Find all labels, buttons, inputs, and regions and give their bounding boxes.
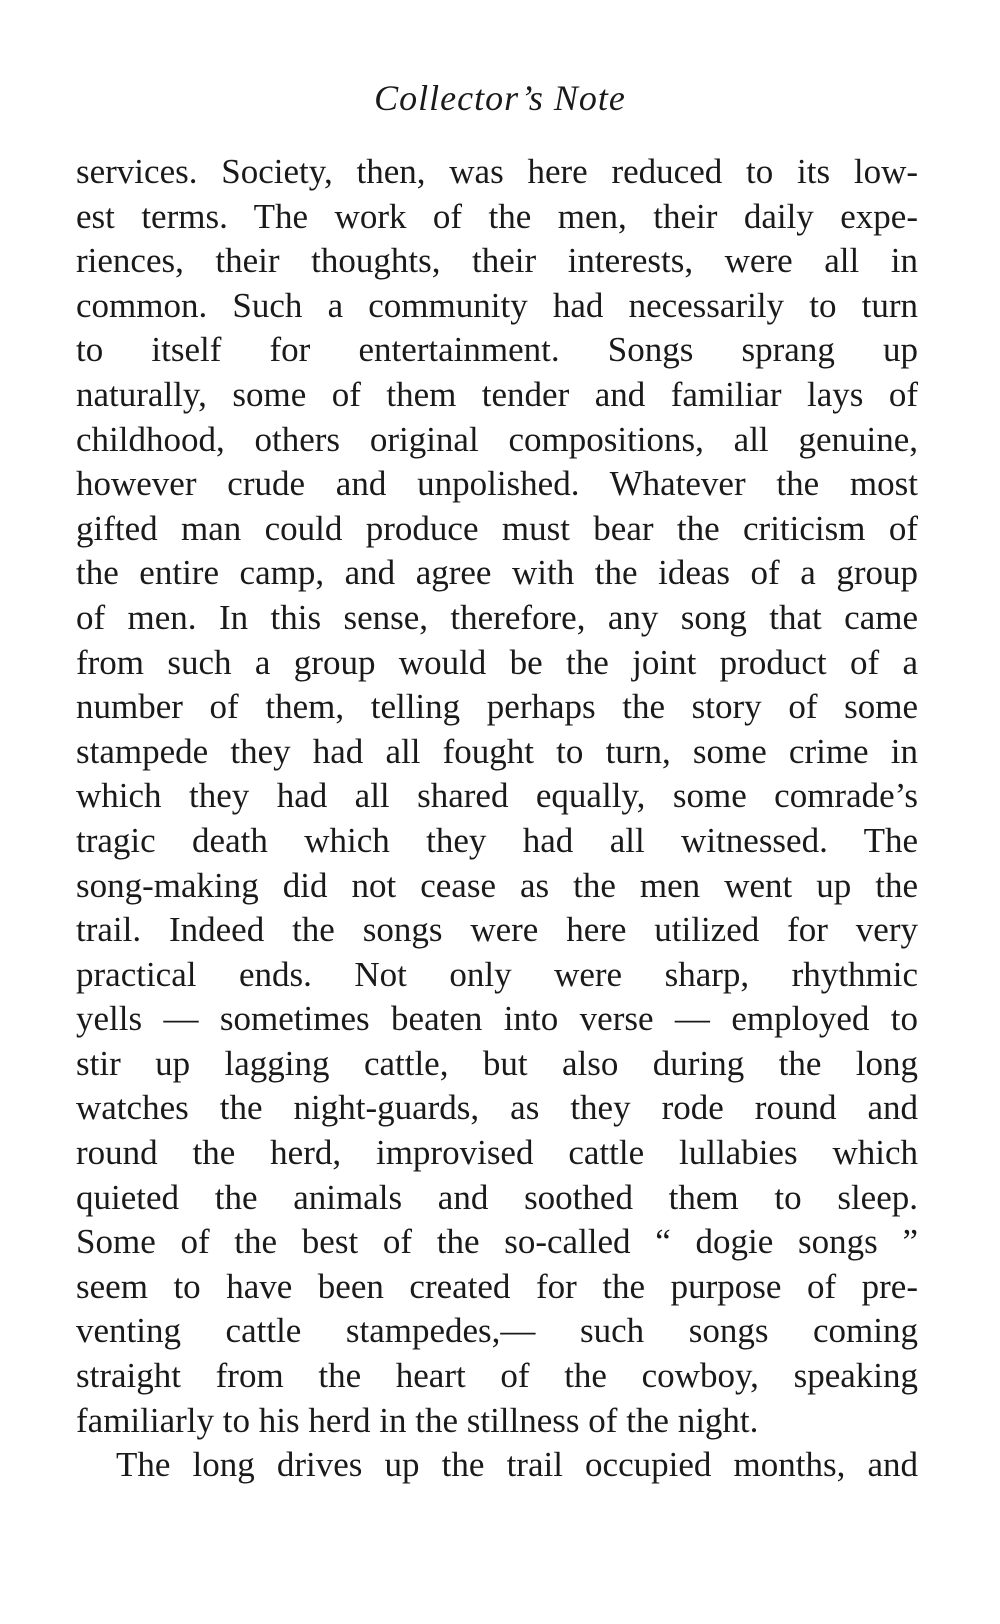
text-line: Some of the best of the so-called “ dogie songs ” bbox=[76, 1222, 918, 1262]
text-line: to itself for entertainment. Songs sprang up bbox=[76, 330, 918, 370]
text-line: riences, their thoughts, their interests, were all in bbox=[76, 241, 918, 281]
text-line: gifted man could produce must bear the criticism of bbox=[76, 508, 918, 548]
text-line: quieted the animals and soothed them to sleep. bbox=[76, 1177, 918, 1217]
text-line: straight from the heart of the cowboy, speaking bbox=[76, 1356, 918, 1396]
text-line: common. Such a community had necessarily to turn bbox=[76, 285, 918, 325]
text-line: trail. Indeed the songs were here utilized for very bbox=[76, 910, 918, 950]
paragraph-first-line: The long drives up the trail occupied months, and bbox=[116, 1445, 918, 1485]
text-line: which they had all shared equally, some comrade’s bbox=[76, 776, 918, 816]
text-line: tragic death which they had all witnessed. The bbox=[76, 820, 918, 860]
text-line: venting cattle stampedes,— such songs coming bbox=[76, 1311, 918, 1351]
text-line: stir up lagging cattle, but also during the long bbox=[76, 1043, 918, 1083]
text-line: seem to have been created for the purpose of pre- bbox=[76, 1266, 918, 1306]
text-line: est terms. The work of the men, their daily expe- bbox=[76, 196, 918, 236]
text-line: the entire camp, and agree with the ideas of a group bbox=[76, 553, 918, 593]
text-line: number of them, telling perhaps the story of some bbox=[76, 687, 918, 727]
text-line: familiarly to his herd in the stillness of the night. bbox=[76, 1400, 759, 1440]
text-line: of men. In this sense, therefore, any song that came bbox=[76, 597, 918, 637]
text-line: round the herd, improvised cattle lullabies which bbox=[76, 1133, 918, 1173]
body-text bbox=[76, 150, 918, 1488]
text-line: watches the night-guards, as they rode round and bbox=[76, 1088, 918, 1128]
text-line: however crude and unpolished. Whatever the most bbox=[76, 464, 918, 504]
text-line: childhood, others original compositions, all genuine, bbox=[76, 419, 918, 459]
text-line: song-making did not cease as the men went up the bbox=[76, 865, 918, 905]
text-line: services. Society, then, was here reduced to its low- bbox=[76, 152, 918, 191]
running-head: Collector’s Note bbox=[374, 78, 626, 118]
text-line: naturally, some of them tender and familiar lays of bbox=[76, 374, 918, 414]
text-line: practical ends. Not only were sharp, rhythmic bbox=[76, 954, 918, 994]
text-line: yells — sometimes beaten into verse — employed to bbox=[76, 999, 918, 1039]
text-line: from such a group would be the joint product of a bbox=[76, 642, 918, 682]
text-line: stampede they had all fought to turn, some crime in bbox=[76, 731, 918, 771]
